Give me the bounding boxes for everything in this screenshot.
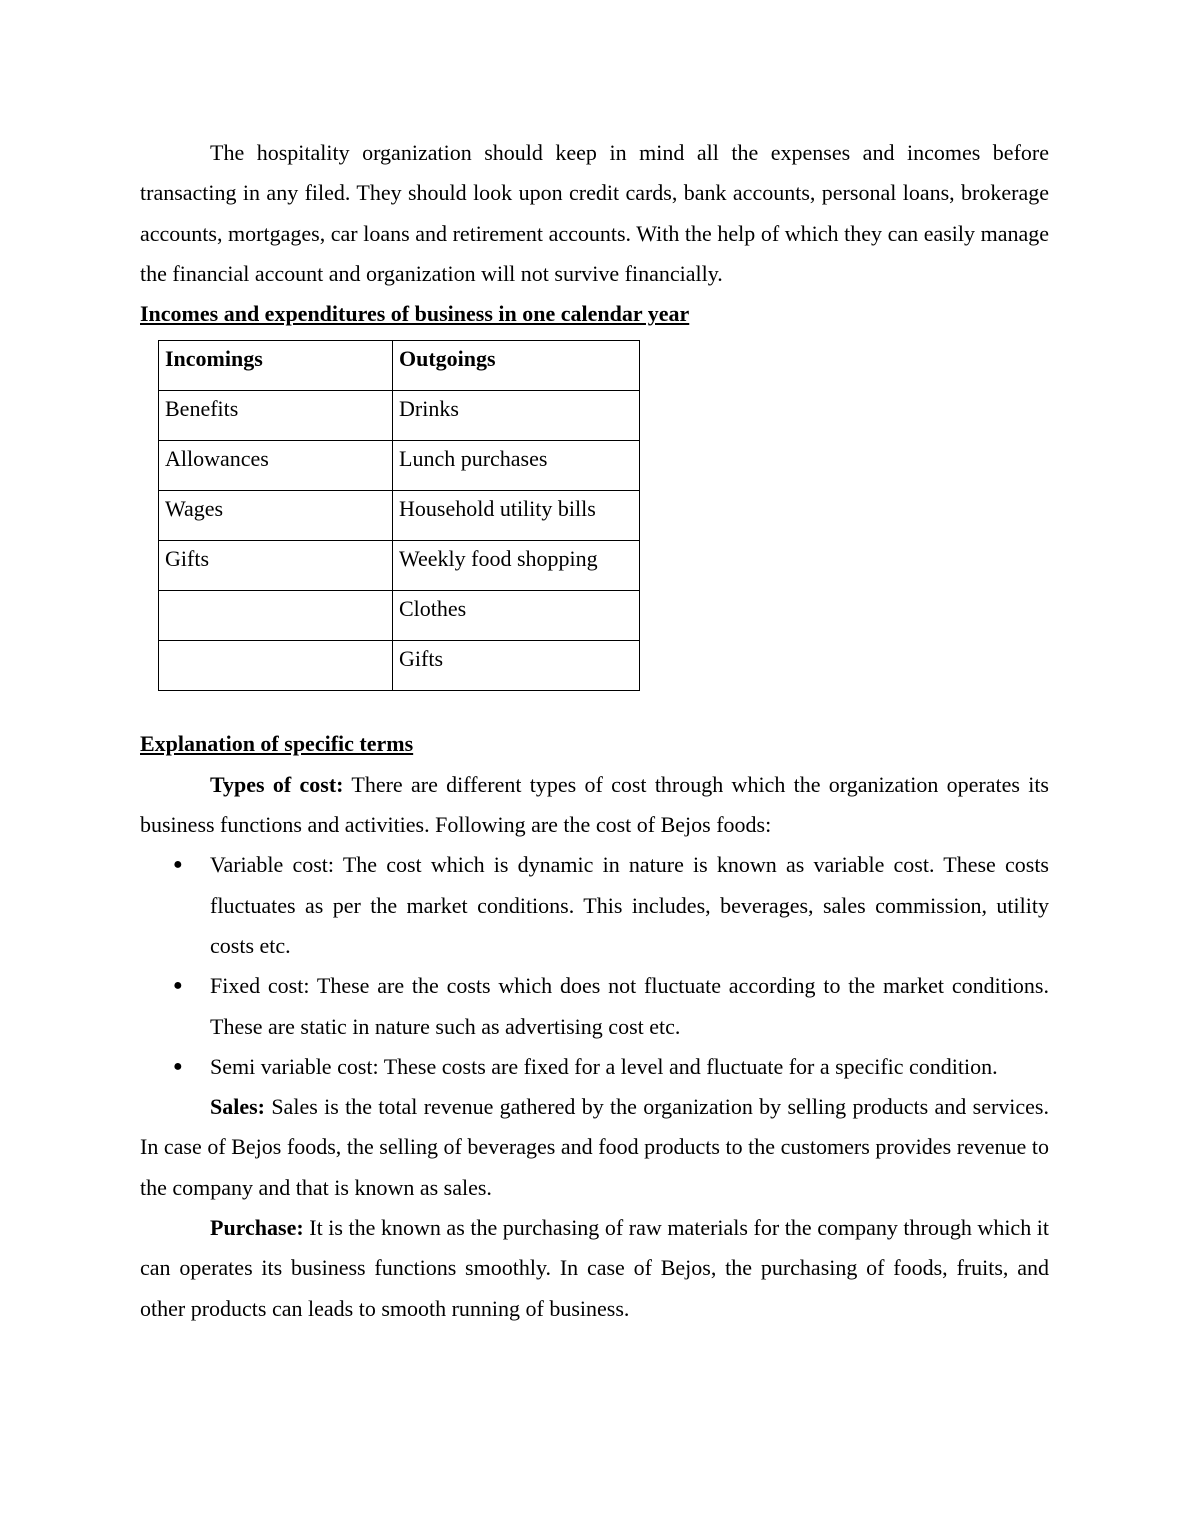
table-row <box>159 491 640 541</box>
table-cell-incoming: Gifts <box>159 541 393 591</box>
table-cell-incoming: Allowances <box>159 441 393 491</box>
table-cell-outgoing: Drinks <box>393 391 640 441</box>
table-row <box>159 541 640 591</box>
purchase-paragraph <box>140 1208 1049 1329</box>
cost-types-list <box>140 845 1049 1087</box>
list-item-text: Semi variable cost: These costs are fixed for a level and fluctuate for a specific condition. <box>210 1053 998 1079</box>
list-item-text: Fixed cost: These are the costs which does not fluctuate according to the market conditions. These are static in nature such as advertising cost etc. <box>210 973 1049 1039</box>
sales-paragraph <box>140 1087 1049 1208</box>
sales-term: Sales: <box>210 1094 265 1120</box>
intro-paragraph: The hospitality organization should keep in mind all the expenses and incomes before transacting in any filed. They should look upon credit cards, bank accounts, personal loans, brokerage accounts, mortgages, car loans and retirement accounts. With the help of which they can easily manage the financial account and organization will not survive financially. <box>140 140 1049 286</box>
document-page <box>140 133 1049 1329</box>
table-cell-outgoing: Lunch purchases <box>393 441 640 491</box>
table-heading: Incomes and expenditures of business in one calendar year <box>140 301 690 327</box>
table-row <box>159 641 640 691</box>
table-cell-outgoing: Gifts <box>393 641 640 691</box>
table-cell-incoming <box>159 641 393 691</box>
bullet-icon: ● <box>173 856 183 874</box>
bullet-icon: ● <box>173 977 183 995</box>
list-item <box>173 966 1049 1047</box>
sales-text: Sales is the total revenue gathered by the organization by selling products and services. In case of Bejos foods, the selling of beverages and food products to the customers provides revenue to the company and that is known as sales. <box>140 1094 1049 1200</box>
purchase-term: Purchase: <box>210 1215 304 1241</box>
table-cell-incoming: Benefits <box>159 391 393 441</box>
table-cell-outgoing: Weekly food shopping <box>393 541 640 591</box>
bullet-icon: ● <box>173 1057 183 1075</box>
types-of-cost-text: There are different types of cost through which the organization operates its business functions and activities. Following are the cost of Bejos foods: <box>140 771 1049 838</box>
header-outgoings: Outgoings <box>393 341 640 391</box>
table-row <box>159 391 640 441</box>
table-cell-outgoing: Household utility bills <box>393 491 640 541</box>
list-item-text: Variable cost: The cost which is dynamic in nature is known as variable cost. These costs fluctuates as per the market conditions. This includes, beverages, sales commission, utility costs etc. <box>210 852 1049 958</box>
table-cell-incoming <box>159 591 393 641</box>
table-row <box>159 441 640 491</box>
list-item <box>173 845 1049 966</box>
table-cell-outgoing: Clothes <box>393 591 640 641</box>
purchase-text: It is the known as the purchasing of raw materials for the company through which it can operates its business functions smoothly. In case of Bejos, the purchasing of foods, fruits, and other products can leads to smooth running of business. <box>140 1215 1049 1321</box>
header-incomings: Incomings <box>159 341 393 391</box>
list-item <box>173 1047 1049 1087</box>
table-header-row <box>159 341 640 391</box>
explanation-heading: Explanation of specific terms <box>140 731 414 757</box>
income-expenditure-table <box>158 340 640 691</box>
table-row <box>159 591 640 641</box>
table-cell-incoming: Wages <box>159 491 393 541</box>
types-of-cost-term: Types of cost: <box>210 771 344 797</box>
types-of-cost-paragraph <box>140 765 1049 846</box>
